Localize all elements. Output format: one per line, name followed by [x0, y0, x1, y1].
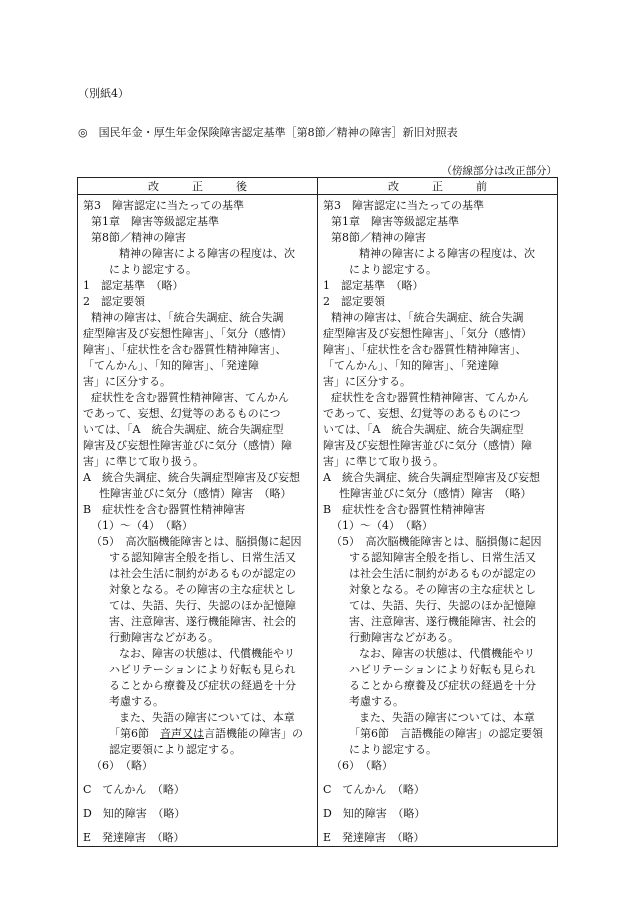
text-line: 症型障害及び妄想性障害」、「気分（感情）: [83, 327, 292, 340]
text-line: 障害」、「症状性を含む器質性精神障害」、: [323, 343, 527, 356]
text-line: 症状性を含む器質性精神障害、てんかん: [331, 391, 529, 404]
text-line: 性障害並びに気分（感情）障害 （略）: [339, 487, 532, 500]
text-line: なお、障害の状態は、代償機能やリ: [119, 647, 295, 660]
text-line: 障害」、「症状性を含む器質性精神障害」、: [83, 343, 287, 356]
text-line: 1 認定基準 （略）: [83, 279, 184, 292]
text-line: （5） 高次脳機能障害とは、脳損傷に起因: [331, 535, 542, 548]
attachment-label: （別紙4）: [78, 87, 129, 100]
text-line: また、失語の障害については、本章: [359, 711, 535, 724]
text-line: B 症状性を含む器質性精神障害: [323, 503, 486, 516]
text-line: 害、注意障害、遂行機能障害、社会的: [349, 615, 536, 628]
underline-note: （傍線部分は改正部分）: [441, 165, 557, 177]
text-segment: 「第6節: [109, 727, 160, 740]
text-line: D 知的障害 （略）: [323, 807, 426, 820]
text-line: C てんかん （略）: [83, 783, 185, 796]
text-line: いては、「A 統合失調症、統合失調症型: [323, 423, 524, 436]
text-line: C てんかん （略）: [323, 783, 425, 796]
text-line: する認知障害全般を指し、日常生活又: [109, 551, 296, 564]
text-line: （1）～（4） （略）: [91, 519, 193, 532]
text-line: 「てんかん」、「知的障害」、「発達障: [323, 359, 499, 372]
text-line: であって、妄想、幻覚等のあるものにつ: [83, 407, 281, 420]
text-line: ては、失語、失行、失認のほか記憶障: [349, 599, 536, 612]
before-revision-cell: [318, 195, 558, 847]
text-line: （1）～（4） （略）: [331, 519, 433, 532]
text-line: E 発達障害 （略）: [83, 831, 185, 844]
after-revision-cell: [78, 195, 318, 847]
text-line: ては、失語、失行、失認のほか記憶障: [109, 599, 296, 612]
text-line: B 症状性を含む器質性精神障害: [83, 503, 246, 516]
after-revision-text: [78, 195, 317, 846]
text-line: 1 認定基準 （略）: [323, 279, 424, 292]
text-line: 第1章 障害等級認定基準: [91, 215, 219, 228]
text-line: 2 認定要領: [83, 295, 145, 308]
table-header-row: [78, 178, 558, 195]
text-line: 精神の障害は、「統合失調症、統合失調: [91, 311, 284, 324]
text-line: は社会生活に制約があるものが認定の: [109, 567, 296, 580]
text-line: 害」に区分する。: [83, 375, 171, 388]
text-line: 症型障害及び妄想性障害」、「気分（感情）: [323, 327, 532, 340]
text-line: ハビリテーションにより好転も見られ: [109, 663, 296, 676]
text-line: 第8節／精神の障害: [331, 231, 426, 244]
text-line: 行動障害などがある。: [109, 631, 219, 644]
text-line: 害」に区分する。: [323, 375, 411, 388]
text-line: D 知的障害 （略）: [83, 807, 186, 820]
text-line: 精神の障害による障害の程度は、次: [359, 247, 535, 260]
text-line: 精神の障害は、「統合失調症、統合失調: [331, 311, 524, 324]
text-line: 対象となる。その障害の主な症状とし: [349, 583, 536, 596]
text-line: 2 認定要領: [323, 295, 385, 308]
text-line: 性障害並びに気分（感情）障害 （略）: [99, 487, 292, 500]
text-line: 障害及び妄想性障害並びに気分（感情）障: [323, 439, 532, 452]
text-line: いては、「A 統合失調症、統合失調症型: [83, 423, 284, 436]
text-line: （5） 高次脳機能障害とは、脳損傷に起因: [91, 535, 302, 548]
text-line: により認定する。: [349, 263, 437, 276]
document-title: ◎ 国民年金・厚生年金保険障害認定基準［第8節／精神の障害］新旧対照表: [78, 126, 458, 139]
text-line: は社会生活に制約があるものが認定の: [349, 567, 536, 580]
text-line: ることから療養及び症状の経過を十分: [349, 679, 536, 692]
text-line: 「第6節 言語機能の障害」の認定要領: [349, 727, 543, 740]
text-line: 考慮する。: [109, 695, 164, 708]
text-line: ハビリテーションにより好転も見られ: [349, 663, 536, 676]
text-line: ることから療養及び症状の経過を十分: [109, 679, 296, 692]
header-after-revision: 改 正 後: [78, 178, 318, 195]
text-line: 第8節／精神の障害: [91, 231, 186, 244]
text-line: する認知障害全般を指し、日常生活又: [349, 551, 536, 564]
text-line: 第3 障害認定に当たっての基準: [83, 199, 244, 212]
text-line: 第3 障害認定に当たっての基準: [323, 199, 484, 212]
text-line: 認定要領により認定する。: [109, 743, 241, 756]
underlined-revision: 音声又は: [160, 727, 204, 740]
text-line: 害、注意障害、遂行機能障害、社会的: [109, 615, 296, 628]
text-line: 第1章 障害等級認定基準: [331, 215, 459, 228]
table-body-row: [78, 195, 558, 847]
text-line: E 発達障害 （略）: [323, 831, 425, 844]
text-line: 行動障害などがある。: [349, 631, 459, 644]
text-line: 「てんかん」、「知的障害」、「発達障: [83, 359, 259, 372]
text-line: A 統合失調症、統合失調症型障害及び妄想: [83, 471, 300, 484]
text-line: 考慮する。: [349, 695, 404, 708]
text-line: 対象となる。その障害の主な症状とし: [109, 583, 296, 596]
text-line: （6） （略）: [91, 759, 153, 772]
header-before-revision: 改 正 前: [318, 178, 558, 195]
text-line: 害」に準じて取り扱う。: [323, 455, 444, 468]
text-line: （6） （略）: [331, 759, 393, 772]
text-line: なお、障害の状態は、代償機能やリ: [359, 647, 535, 660]
text-line: 害」に準じて取り扱う。: [83, 455, 204, 468]
text-line: により認定する。: [109, 263, 197, 276]
text-line: であって、妄想、幻覚等のあるものにつ: [323, 407, 521, 420]
text-segment: 言語機能の障害」の: [204, 727, 303, 740]
text-line: 障害及び妄想性障害並びに気分（感情）障: [83, 439, 292, 452]
text-line: 症状性を含む器質性精神障害、てんかん: [91, 391, 289, 404]
text-line: により認定する。: [349, 743, 437, 756]
before-revision-text: [318, 195, 557, 846]
text-line: A 統合失調症、統合失調症型障害及び妄想: [323, 471, 540, 484]
comparison-table: [77, 177, 558, 847]
text-line: また、失語の障害については、本章: [119, 711, 295, 724]
text-line: [83, 726, 313, 742]
text-line: 精神の障害による障害の程度は、次: [119, 247, 295, 260]
